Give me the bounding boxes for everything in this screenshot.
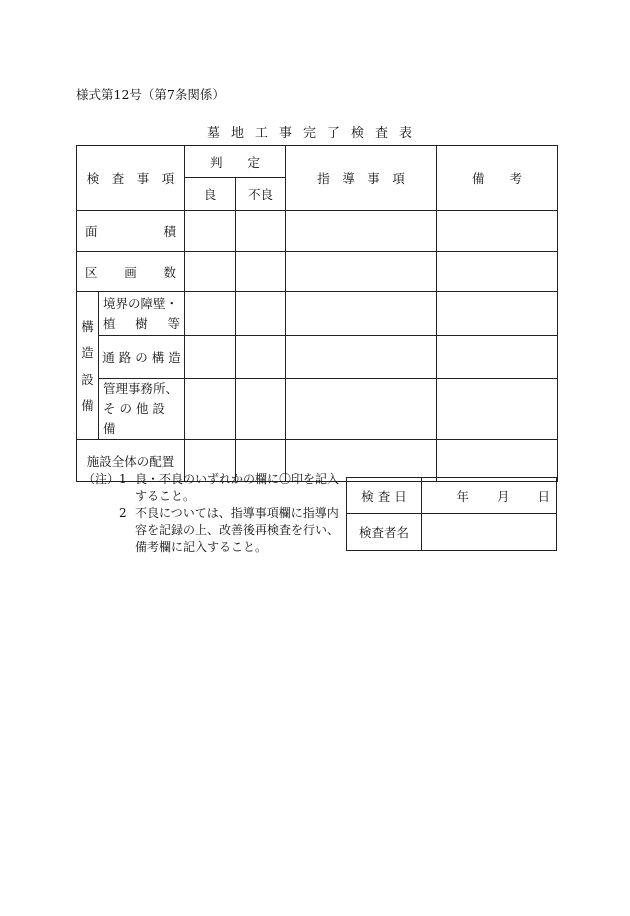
row-label-boundary [99,292,185,336]
header-bad-label: 不良 [247,187,273,202]
table-row-area [77,211,558,252]
table-row-passage [77,336,558,379]
row-label-area-part: 積 [163,224,176,239]
structure-char: 備 [81,398,94,414]
month-label: 月 [496,488,510,504]
row-label-office-line2: そ の 他 設 備 [103,401,165,436]
inspection-date-label-text: 検 査 日 [361,488,407,504]
inspector-name-label-text: 検査者名 [358,525,409,540]
header-inspection-item-label: 検 査 事 項 [86,171,175,186]
cell-remarks-office[interactable] [437,379,558,440]
note-mark: （注） [83,472,120,486]
header-good-label: 良 [203,187,217,202]
row-label-boundary-part: 樹 [135,315,148,331]
inspection-signoff-table [346,477,557,551]
header-guidance [286,146,437,211]
row-label-plots-part: 区 [85,264,98,280]
table-row-plots [77,252,558,292]
inspection-table [76,145,558,482]
note-number: 2 [119,506,127,520]
structure-char: 造 [81,345,94,361]
document-title: 墓地工事完了検査表 [206,126,423,141]
row-label-office-line1: 管理事務所、 [103,381,179,396]
structure-char: 構 [81,318,94,334]
cell-guidance-boundary[interactable] [286,292,437,336]
header-judgment [185,146,286,178]
header-guidance-label: 指 導 事 項 [317,171,405,186]
form-number: 様式第12号（第7条関係） [76,87,225,102]
header-remarks [437,146,558,211]
row-label-layout-text: 施設全体の配置 [86,453,175,469]
inspector-name-field[interactable] [422,514,557,551]
notes [83,471,345,556]
note-number: 1 [119,472,127,486]
cell-bad-office[interactable] [236,379,286,440]
header-bad [236,178,286,211]
row-label-boundary-part: 植 [103,315,116,331]
header-inspection-item [77,146,185,211]
header-good [185,178,236,211]
row-label-area-part: 面 [85,224,98,239]
cell-bad-area[interactable] [236,211,286,252]
cell-remarks-area[interactable] [437,211,558,252]
cell-guidance-passage[interactable] [286,336,437,379]
header-remarks-label: 備 考 [471,171,522,186]
cell-good-area[interactable] [185,211,236,252]
cell-good-office[interactable] [185,379,236,440]
structure-char: 設 [81,371,94,387]
cell-remarks-plots[interactable] [437,252,558,292]
table-row-office [77,379,558,440]
row-label-office [99,379,185,440]
cell-good-passage[interactable] [185,336,236,379]
note-text: 良・不良のいずれかの欄に〇印を記入すること。 [135,472,340,503]
cell-bad-passage[interactable] [236,336,286,379]
inspection-date-label [347,478,422,514]
cell-remarks-layout[interactable] [437,440,558,482]
row-label-plots-part: 画 [124,264,137,280]
row-label-boundary-line1: 境界の障壁・ [103,295,179,311]
inspection-date-field[interactable] [422,478,557,514]
cell-bad-boundary[interactable] [236,292,286,336]
cell-guidance-office[interactable] [286,379,437,440]
row-label-boundary-part: 等 [167,315,180,331]
row-label-passage-text: 通 路 の 構 造 [102,350,181,365]
cell-remarks-boundary[interactable] [437,292,558,336]
day-label: 日 [537,488,550,504]
row-label-plots-part: 数 [163,264,176,280]
cell-good-boundary[interactable] [185,292,236,336]
note-text: 不良については、指導事項欄に指導内容を記録の上、改善後再検査を行い、備考欄に記入すること。 [135,506,340,554]
cell-remarks-passage[interactable] [437,336,558,379]
year-label: 年 [456,488,469,504]
row-label-plots [77,252,185,292]
row-label-area [77,211,185,252]
table-row-boundary [77,292,558,336]
cell-guidance-area[interactable] [286,211,437,252]
cell-good-plots[interactable] [185,252,236,292]
cell-guidance-plots[interactable] [286,252,437,292]
row-label-passage [99,336,185,379]
row-group-structure [77,292,99,440]
inspector-name-label [347,514,422,551]
header-judgment-label: 判 定 [209,154,260,170]
cell-bad-plots[interactable] [236,252,286,292]
